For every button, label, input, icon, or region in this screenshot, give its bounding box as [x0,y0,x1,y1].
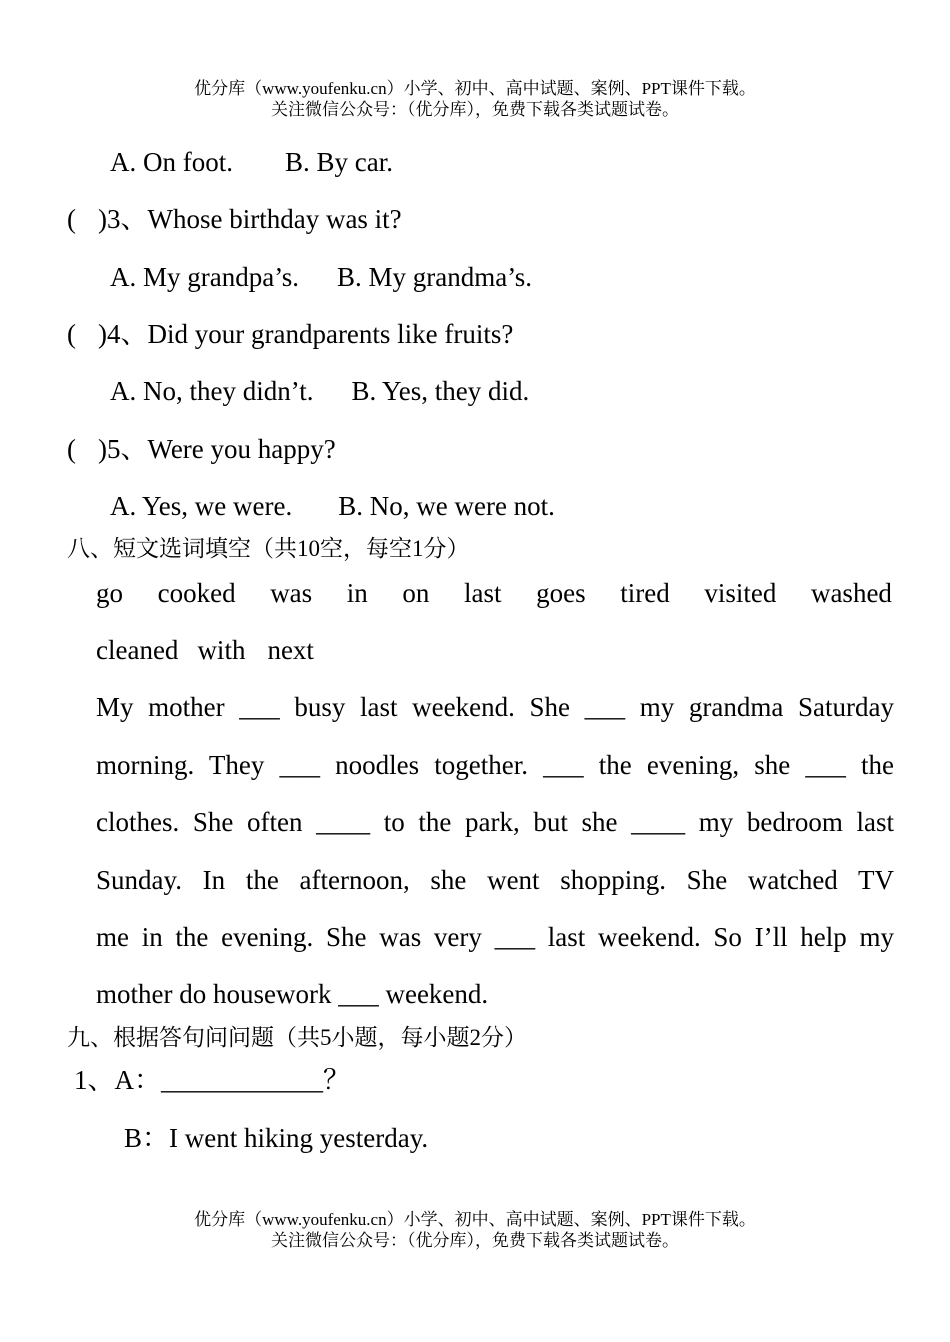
question-text: )3、Whose birthday was it? [98,204,402,234]
question-5-options [110,490,555,522]
question-4 [67,318,513,350]
q2-options [110,146,393,178]
option-a: A. No, they didn’t. [110,376,314,406]
option-b: B. My grandma’s. [336,262,532,292]
question-5 [67,433,336,465]
word-bank-item: was [270,578,313,608]
word-bank-item: goes [536,578,586,608]
question-1-b: B：I went hiking yesterday. [124,1123,429,1153]
word-bank-item: visited [704,578,777,608]
question-4-options [110,375,529,407]
word-bank-item: in [346,578,368,608]
option-b: B. Yes, they did. [351,376,530,406]
option-a: A. My grandpa’s. [110,262,299,292]
option-a: A. Yes, we were. [110,491,293,521]
question-text: )5、Were you happy? [98,434,336,464]
passage-line: My mother ___ busy last weekend. She ___ my grandma Saturday [96,692,894,722]
question-1-a: 1、A：____________？ [74,1065,350,1095]
word-bank-item: next [267,635,314,665]
passage-line: me in the evening. She was very ___ last weekend. So I’ll help my [96,922,894,952]
footer-line-2: 关注微信公众号：（优分库），免费下载各类试题试卷。 [271,1231,679,1250]
option-b: B. No, we were not. [338,491,555,521]
word-bank-item: cleaned [96,635,179,665]
passage-line: Sunday. In the afternoon, she went shopping. She watched TV [96,865,894,895]
section-9-title: 九、根据答句问问题（共5小题，每小题2分） [67,1025,527,1050]
answer-paren: ( [67,319,76,349]
question-3 [67,203,402,235]
word-bank-item: go [96,578,123,608]
word-bank-item: with [197,635,246,665]
word-bank-row-2 [96,634,314,666]
page-header [0,78,950,120]
answer-paren: ( [67,434,76,464]
word-bank-item: cooked [157,578,236,608]
word-bank-item: on [402,578,430,608]
passage-line: morning. They ___ noodles together. ___ the evening, she ___ the [96,750,894,780]
question-text: )4、Did your grandparents like fruits? [98,319,514,349]
answer-paren: ( [67,204,76,234]
section-8-title: 八、短文选词填空（共10空，每空1分） [67,536,470,561]
header-line-2: 关注微信公众号：（优分库），免费下载各类试题试卷。 [271,100,679,119]
passage-line: clothes. She often ____ to the park, but she ____ my bedroom last [96,807,894,837]
q2-option-b: B. By car. [285,147,393,177]
word-bank-item: tired [620,578,670,608]
page-footer [0,1209,950,1251]
word-bank-item: washed [810,578,892,608]
question-3-options [110,261,532,293]
passage-line: mother do housework ___ weekend. [96,979,489,1009]
header-line-1: 优分库（www.youfenku.cn）小学、初中、高中试题、案例、PPT课件下载。 [194,79,756,98]
word-bank-item: last [464,578,502,608]
q2-option-a: A. On foot. [110,147,233,177]
word-bank-row-1 [96,577,892,609]
footer-line-1: 优分库（www.youfenku.cn）小学、初中、高中试题、案例、PPT课件下载。 [194,1210,756,1229]
